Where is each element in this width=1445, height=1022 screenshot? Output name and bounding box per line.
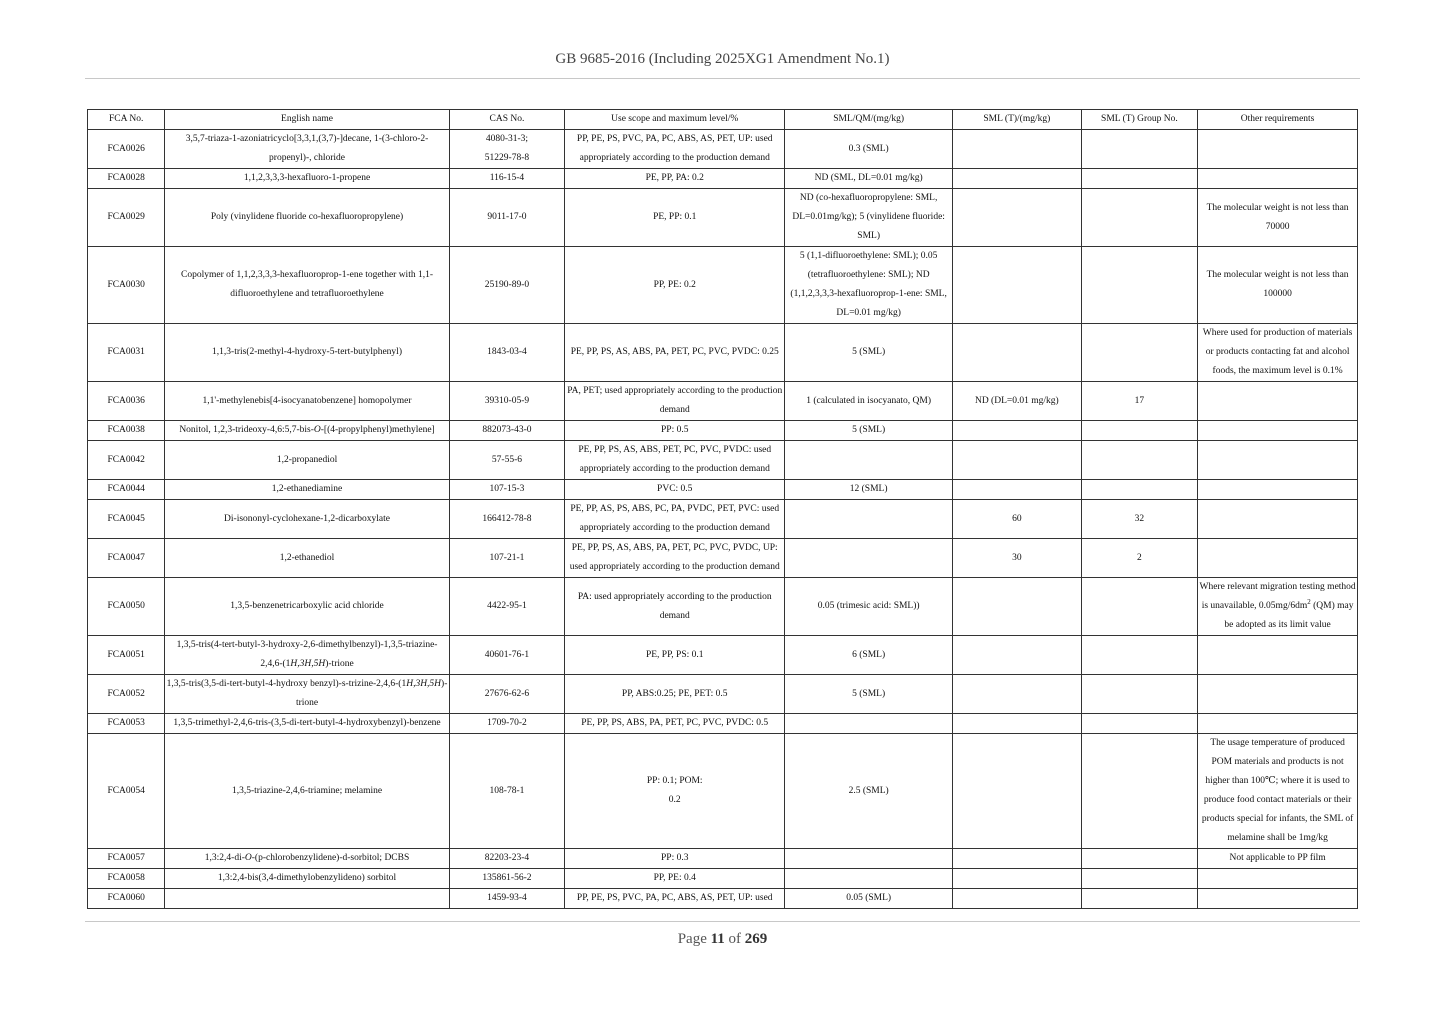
sml-t-cell xyxy=(953,869,1082,889)
sml-qm-cell: 5 (SML) xyxy=(785,675,953,714)
italic-fragment: H,3H,5H xyxy=(290,659,326,669)
use-scope-cell: PE, PP, PA: 0.2 xyxy=(565,169,785,189)
sml-qm-cell xyxy=(785,714,953,734)
fca-no-cell: FCA0036 xyxy=(88,382,165,421)
table-row xyxy=(88,189,1358,247)
other-requirements-cell xyxy=(1198,382,1358,421)
page-total: 269 xyxy=(744,931,768,947)
other-requirements-cell xyxy=(1198,480,1358,500)
page-footer xyxy=(0,931,1445,948)
other-requirements-cell xyxy=(1198,675,1358,714)
sml-t-cell xyxy=(953,169,1082,189)
english-name-cell: Di-isononyl-cyclohexane-1,2-dicarboxylate xyxy=(165,500,449,539)
sml-qm-cell xyxy=(785,441,953,480)
sml-t-cell: ND (DL=0.01 mg/kg) xyxy=(953,382,1082,421)
sml-t-group-cell xyxy=(1081,675,1198,714)
fca-no-cell: FCA0044 xyxy=(88,480,165,500)
table-row xyxy=(88,889,1358,909)
table-row xyxy=(88,247,1358,324)
other-requirements-cell: The molecular weight is not less than 100000 xyxy=(1198,247,1358,324)
sml-t-cell xyxy=(953,247,1082,324)
english-name-cell xyxy=(165,849,449,869)
english-name-cell: Poly (vinylidene fluoride co-hexafluoropropylene) xyxy=(165,189,449,247)
column-header-sml-t: SML (T)/(mg/kg) xyxy=(953,110,1082,130)
use-scope-cell: PE, PP, PS: 0.1 xyxy=(565,636,785,675)
other-requirements-cell xyxy=(1198,130,1358,169)
sml-qm-cell: 5 (1,1-difluoroethylene: SML); 0.05 (tetrafluoroethylene: SML); ND (1,1,2,3,3,3-hexafluoroprop-1-ene: SML, DL=0.01 mg/kg) xyxy=(785,247,953,324)
sml-t-cell xyxy=(953,130,1082,169)
fca-no-cell: FCA0029 xyxy=(88,189,165,247)
sml-qm-cell: ND (co-hexafluoropropylene: SML, DL=0.01mg/kg); 5 (vinylidene fluoride: SML) xyxy=(785,189,953,247)
english-name-cell: 1,1,3-tris(2-methyl-4-hydroxy-5-tert-butylphenyl) xyxy=(165,324,449,382)
english-name-cell: 1,1'-methylenebis[4-isocyanatobenzene] homopolymer xyxy=(165,382,449,421)
other-requirements-cell xyxy=(1198,889,1358,909)
column-header-cas-no: CAS No. xyxy=(449,110,565,130)
table-row xyxy=(88,849,1358,869)
name-fragment: )-trione xyxy=(295,679,448,708)
cas-no-cell: 40601-76-1 xyxy=(449,636,565,675)
of-label: of xyxy=(728,931,742,947)
cas-no-cell: 135861-56-2 xyxy=(449,869,565,889)
name-fragment: 1,3,5-tris(3,5-di-tert-butyl-4-hydroxy benzyl)-s-trizine-2,4,6-(1 xyxy=(166,679,407,689)
english-name-cell: 3,5,7-triaza-1-azoniatricyclo[3,3,1,(3,7)-]decane, 1-(3-chloro-2-propenyl)-, chloride xyxy=(165,130,449,169)
page-header-title: GB 9685-2016 (Including 2025XG1 Amendment No.1) xyxy=(555,51,890,67)
cas-no-cell: 882073-43-0 xyxy=(449,421,565,441)
other-requirements-cell: Where used for production of materials or products contacting fat and alcohol foods, the maximum level is 0.1% xyxy=(1198,324,1358,382)
fca-no-cell: FCA0026 xyxy=(88,130,165,169)
sml-t-group-cell xyxy=(1081,441,1198,480)
fca-no-cell: FCA0038 xyxy=(88,421,165,441)
cas-no-cell: 107-21-1 xyxy=(449,539,565,578)
other-requirements-cell xyxy=(1198,869,1358,889)
name-fragment: 1,3:2,4-di- xyxy=(204,853,245,863)
other-requirements-cell xyxy=(1198,578,1358,636)
sml-t-group-cell xyxy=(1081,849,1198,869)
other-requirements-cell xyxy=(1198,636,1358,675)
use-scope-cell: PP, PE, PS, PVC, PA, PC, ABS, AS, PET, UP: used xyxy=(565,889,785,909)
sml-t-group-cell xyxy=(1081,421,1198,441)
column-header-use-scope: Use scope and maximum level/% xyxy=(565,110,785,130)
use-scope-cell: PP, ABS:0.25; PE, PET: 0.5 xyxy=(565,675,785,714)
sml-t-cell: 60 xyxy=(953,500,1082,539)
cas-no-cell: 9011-17-0 xyxy=(449,189,565,247)
sml-qm-cell xyxy=(785,869,953,889)
fca-no-cell: FCA0042 xyxy=(88,441,165,480)
footer-divider xyxy=(85,921,1360,922)
table-row xyxy=(88,869,1358,889)
sml-t-group-cell xyxy=(1081,324,1198,382)
cas-no-cell: 1459-93-4 xyxy=(449,889,565,909)
english-name-cell xyxy=(165,421,449,441)
italic-fragment: O xyxy=(313,425,321,435)
sml-t-group-cell xyxy=(1081,169,1198,189)
sml-qm-cell: 12 (SML) xyxy=(785,480,953,500)
table-row xyxy=(88,500,1358,539)
sml-t-group-cell xyxy=(1081,714,1198,734)
sml-qm-cell: 5 (SML) xyxy=(785,324,953,382)
use-scope-cell: PA: used appropriately according to the production demand xyxy=(565,578,785,636)
table-row xyxy=(88,636,1358,675)
column-header-sml-qm: SML/QM/(mg/kg) xyxy=(785,110,953,130)
english-name-cell: 1,1,2,3,3,3-hexafluoro-1-propene xyxy=(165,169,449,189)
sml-qm-cell: ND (SML, DL=0.01 mg/kg) xyxy=(785,169,953,189)
column-header-other-requirements: Other requirements xyxy=(1198,110,1358,130)
use-scope-cell: PP: 0.1; POM: 0.2 xyxy=(565,734,785,849)
english-name-cell: 1,3,5-benzenetricarboxylic acid chloride xyxy=(165,578,449,636)
english-name-cell xyxy=(165,675,449,714)
fca-no-cell: FCA0058 xyxy=(88,869,165,889)
sml-t-group-cell: 2 xyxy=(1081,539,1198,578)
fca-no-cell: FCA0050 xyxy=(88,578,165,636)
english-name-cell: 1,2-ethanediol xyxy=(165,539,449,578)
text-fragment: (QM) may be adopted as its limit value xyxy=(1224,601,1354,630)
table-row xyxy=(88,421,1358,441)
name-fragment: -[(4-propylphenyl)methylene] xyxy=(320,425,435,435)
english-name-cell xyxy=(165,636,449,675)
sml-qm-cell xyxy=(785,849,953,869)
sml-t-cell xyxy=(953,734,1082,849)
sml-t-group-cell xyxy=(1081,869,1198,889)
table-row xyxy=(88,169,1358,189)
use-scope-cell: PE, PP, PS, AS, ABS, PA, PET, PC, PVC, PVDC, UP: used appropriately according to the production demand xyxy=(565,539,785,578)
page-current: 11 xyxy=(710,931,725,947)
sml-qm-cell: 5 (SML) xyxy=(785,421,953,441)
sml-t-cell xyxy=(953,441,1082,480)
sml-qm-cell xyxy=(785,539,953,578)
english-name-cell: 1,2-propanediol xyxy=(165,441,449,480)
use-scope-cell: PP, PE: 0.4 xyxy=(565,869,785,889)
sml-t-cell xyxy=(953,889,1082,909)
table-row xyxy=(88,539,1358,578)
use-scope-cell: PA, PET; used appropriately according to the production demand xyxy=(565,382,785,421)
sml-t-cell xyxy=(953,480,1082,500)
use-scope-cell: PP, PE: 0.2 xyxy=(565,247,785,324)
fca-no-cell: FCA0053 xyxy=(88,714,165,734)
sml-qm-cell xyxy=(785,500,953,539)
table-row xyxy=(88,382,1358,421)
italic-fragment: O xyxy=(244,853,252,863)
sml-t-cell: 30 xyxy=(953,539,1082,578)
cas-no-cell: 1843-03-4 xyxy=(449,324,565,382)
sml-t-group-cell xyxy=(1081,189,1198,247)
header-divider xyxy=(85,78,1360,79)
use-scope-cell: PE, PP, PS, ABS, PA, PET, PC, PVC, PVDC: 0.5 xyxy=(565,714,785,734)
sml-t-group-cell: 17 xyxy=(1081,382,1198,421)
sml-t-group-cell: 32 xyxy=(1081,500,1198,539)
cas-no-cell: 27676-62-6 xyxy=(449,675,565,714)
italic-fragment: H,3H,5H xyxy=(406,679,442,689)
english-name-cell: 1,3,5-trimethyl-2,4,6-tris-(3,5-di-tert-butyl-4-hydroxybenzyl)-benzene xyxy=(165,714,449,734)
fca-no-cell: FCA0052 xyxy=(88,675,165,714)
sml-t-cell xyxy=(953,421,1082,441)
other-requirements-cell xyxy=(1198,441,1358,480)
other-requirements-cell xyxy=(1198,421,1358,441)
name-fragment: 1,3,5-tris(4-tert-butyl-3-hydroxy-2,6-dimethylbenzyl)-1,3,5-triazine-2,4,6-(1 xyxy=(176,640,438,669)
cas-no-cell: 57-55-6 xyxy=(449,441,565,480)
english-name-cell: Copolymer of 1,1,2,3,3,3-hexafluoroprop-1-ene together with 1,1-difluoroethylene and tetrafluoroethylene xyxy=(165,247,449,324)
cas-no-cell: 4080-31-3; 51229-78-8 xyxy=(449,130,565,169)
table-row xyxy=(88,734,1358,849)
use-scope-cell: PE, PP, PS, AS, ABS, PA, PET, PC, PVC, PVDC: 0.25 xyxy=(565,324,785,382)
english-name-cell: 1,2-ethanediamine xyxy=(165,480,449,500)
table-row xyxy=(88,130,1358,169)
page-label: Page xyxy=(677,931,707,947)
table-row xyxy=(88,441,1358,480)
use-scope-cell: PE, PP: 0.1 xyxy=(565,189,785,247)
name-fragment: )-trione xyxy=(325,659,354,669)
use-scope-cell: PP: 0.3 xyxy=(565,849,785,869)
table-row xyxy=(88,324,1358,382)
sml-qm-cell: 0.05 (trimesic acid: SML)) xyxy=(785,578,953,636)
sml-t-cell xyxy=(953,324,1082,382)
sml-t-group-cell xyxy=(1081,889,1198,909)
sml-t-cell xyxy=(953,578,1082,636)
fca-no-cell: FCA0057 xyxy=(88,849,165,869)
other-requirements-cell xyxy=(1198,169,1358,189)
sml-qm-cell: 6 (SML) xyxy=(785,636,953,675)
sml-t-cell xyxy=(953,189,1082,247)
cas-no-cell: 1709-70-2 xyxy=(449,714,565,734)
sml-t-group-cell xyxy=(1081,734,1198,849)
fca-no-cell: FCA0054 xyxy=(88,734,165,849)
cas-no-cell: 39310-05-9 xyxy=(449,382,565,421)
english-name-cell xyxy=(165,889,449,909)
fca-no-cell: FCA0028 xyxy=(88,169,165,189)
sml-t-cell xyxy=(953,714,1082,734)
sml-t-cell xyxy=(953,849,1082,869)
superscript-fragment: 2 xyxy=(1307,597,1311,606)
cas-no-cell: 82203-23-4 xyxy=(449,849,565,869)
sml-t-group-cell xyxy=(1081,578,1198,636)
text-fragment: Where relevant migration testing method is unavailable, 0.05mg/6dm xyxy=(1199,582,1356,611)
fca-no-cell: FCA0047 xyxy=(88,539,165,578)
fca-no-cell: FCA0060 xyxy=(88,889,165,909)
sml-qm-cell: 0.05 (SML) xyxy=(785,889,953,909)
other-requirements-cell: Not applicable to PP film xyxy=(1198,849,1358,869)
english-name-cell: 1,3,5-triazine-2,4,6-triamine; melamine xyxy=(165,734,449,849)
sml-t-group-cell xyxy=(1081,247,1198,324)
fca-no-cell: FCA0051 xyxy=(88,636,165,675)
sml-qm-cell: 0.3 (SML) xyxy=(785,130,953,169)
name-fragment: -(p-chlorobenzylidene)-d-sorbitol; DCBS xyxy=(251,853,410,863)
cas-no-cell: 107-15-3 xyxy=(449,480,565,500)
english-name-cell: 1,3:2,4-bis(3,4-dimethylobenzylideno) sorbitol xyxy=(165,869,449,889)
use-scope-cell: PE, PP, PS, AS, ABS, PET, PC, PVC, PVDC: used appropriately according to the production demand xyxy=(565,441,785,480)
table-body xyxy=(88,130,1358,909)
cas-no-cell: 108-78-1 xyxy=(449,734,565,849)
column-header-sml-t-group: SML (T) Group No. xyxy=(1081,110,1198,130)
column-header-fca-no: FCA No. xyxy=(88,110,165,130)
other-requirements-cell xyxy=(1198,500,1358,539)
use-scope-cell: PP, PE, PS, PVC, PA, PC, ABS, AS, PET, UP: used appropriately according to the production demand xyxy=(565,130,785,169)
other-requirements-cell: The usage temperature of produced POM materials and products is not higher than 100℃; where it is used to produce food contact materials or their products special for infants, the SML of melamine shall be 1mg/kg xyxy=(1198,734,1358,849)
sml-qm-cell: 1 (calculated in isocyanato, QM) xyxy=(785,382,953,421)
cas-no-cell: 25190-89-0 xyxy=(449,247,565,324)
column-header-english-name: English name xyxy=(165,110,449,130)
other-requirements-cell xyxy=(1198,714,1358,734)
sml-t-group-cell xyxy=(1081,636,1198,675)
table-row xyxy=(88,480,1358,500)
name-fragment: Nonitol, 1,2,3-trideoxy-4,6:5,7-bis- xyxy=(179,425,314,435)
fca-no-cell: FCA0031 xyxy=(88,324,165,382)
other-requirements-cell xyxy=(1198,539,1358,578)
use-scope-cell: PP: 0.5 xyxy=(565,421,785,441)
sml-t-group-cell xyxy=(1081,130,1198,169)
fca-no-cell: FCA0045 xyxy=(88,500,165,539)
cas-no-cell: 4422-95-1 xyxy=(449,578,565,636)
fca-table xyxy=(87,109,1358,909)
other-requirements-cell: The molecular weight is not less than 70000 xyxy=(1198,189,1358,247)
fca-no-cell: FCA0030 xyxy=(88,247,165,324)
table-row xyxy=(88,578,1358,636)
cas-no-cell: 116-15-4 xyxy=(449,169,565,189)
use-scope-cell: PVC: 0.5 xyxy=(565,480,785,500)
table-header-row xyxy=(88,110,1358,130)
table-row xyxy=(88,714,1358,734)
use-scope-cell: PE, PP, AS, PS, ABS, PC, PA, PVDC, PET, PVC: used appropriately according to the production demand xyxy=(565,500,785,539)
sml-t-cell xyxy=(953,636,1082,675)
sml-qm-cell: 2.5 (SML) xyxy=(785,734,953,849)
sml-t-group-cell xyxy=(1081,480,1198,500)
cas-no-cell: 166412-78-8 xyxy=(449,500,565,539)
table-row xyxy=(88,675,1358,714)
sml-t-cell xyxy=(953,675,1082,714)
